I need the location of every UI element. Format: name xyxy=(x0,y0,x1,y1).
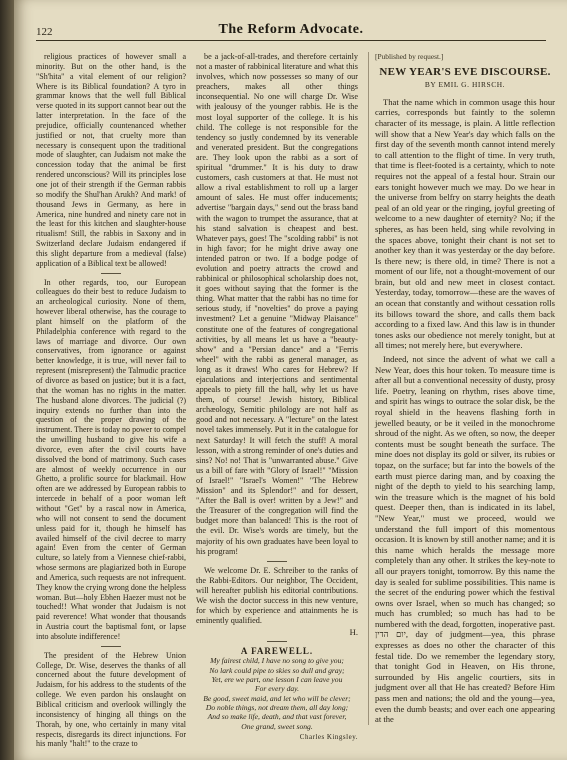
section-divider xyxy=(101,273,121,274)
section-divider xyxy=(267,641,287,642)
poem xyxy=(196,656,358,742)
binding-gutter xyxy=(0,0,14,760)
running-title: The Reform Advocate. xyxy=(218,22,364,37)
poem-line: Yet, ere we part, one lesson I can leave you xyxy=(211,675,343,685)
poem-line: No lark could pipe to skies so dull and gray; xyxy=(209,665,345,675)
paragraph: We welcome Dr. E. Schreiber to the ranks of the Rabbi-Editors. Our neighbor, The Occident, will hereafter publish his editorial contributions. We wish the doctor success in this new venture, for which by experience and attainments he is eminently qualified. xyxy=(196,565,358,626)
poem-line: Be good, sweet maid, and let who will be clever; xyxy=(203,693,351,703)
paragraph: be a jack-of-all-trades, and therefore certainly not a master of rabbinical literature and what this involves, which now possesses so many of our preachers, makes all other things inconsequential. No one will charge Dr. Wise with jealousy of the younger rabbis. He is the most loyal supporter of the college. It is his child. The college is not responsible for the tendency so justly condemned by its venerable and venerated president. But the congregations are. They look upon the rabbi as a sort of spiritual "drummer." It is his duty to draw customers, cash customers at that. He must not allow a rival establishment to roll up a larger amount of sales. He must offer inducements; advertise "bargain days," send out the brass band with the wagon to trumpet the assurance, that at his stand salvation is cheapest and best. Whatever pays, goes! The "scolding rabbi" is not in high favor; for he might drive away one intended patron or two. If a bodge podge of evolution and poetry attracts the crowd and rabbinical or philosophical scholarship does not, it goes without saying that the former is the thing. What matter that the rabbi has no time for serious study, if "novelties" do prove a paying investment? Let a genuine "Midway Plaisance" constitute one of the features of congregational activities, by all means let us have a "beauty-show" and a "Persian dance" and a "Ferris wheel" with the rabbi as general manager, as long as it draws! Who cares for Hebrew? If ejaculations and interjections and sentimental appeals to piety fill the hall, why let us have them, of course! Jewish history, Biblical archæology, Semitic philology are not half as good and not necessary. A "lecture" on the latest novel takes immensely. Put it in the catalogue for next Saturday! It will fetch the stuff! A moral lesson, with a strong reminder of one's duties and sins? No! no! That is "unwarranted abuse." Give us a bill of fare with "Glory of Israel!" "Mission of Israel!" "Israel's Women!" "The Hebrew Mission" and its Splendor!" and for dessert, "After the Ball is over! written by a Jew!" and the Treasurer of the congregation will find the budget more than balanced! This is the root of the evil. Dr. Wise's words are timely, but the majority of his own graduates have been loyal to his program! xyxy=(196,52,358,556)
page-number: 122 xyxy=(36,26,53,38)
column-middle xyxy=(196,52,358,742)
poem-author: Charles Kingsley. xyxy=(299,732,358,741)
paragraph: Indeed, not since the advent of what we call a New Year, does this hour token. To measure time is after all but a conventional necessity of dusty, prosy life. Poetry, leaning on rhythm, rises above time, and spirit has wings to outrace the solar disk, be the royal shield in the heavens flashing forth in jewelled beauty, or be it veiled in the monochrome shroud of the night. As we often, so now, the deeper contents must be sought beneath the surface. The mine does not display its gold or silver, its rubies or topaz, on the surface; but far into the bowels of the earth must pierce daring man, and by coaxing the night of the depth to yield to his searching lamp, win the treasure which is the magnet of his bold quest. Deeper then, than is indicated in its label, "New Year," must we proceed, would we understand the full import of this momentous occasion. It is known by still another name; and it is this name which heralds the message more completely than any other. It strikes the key-note to all our prayers tonight, tomorrow. By this name the day is sealed for sublime possibilities. This name is the secret of the enduring power which the festival owns over Israel, when so much has changed; so much has crumbled; so much has had to be numbered with the dead, forgotten, inoperative past. יום הדין, day of judgment—yea, this phrase expresses as does no other the character of this festal tide. Do we remember the legendary story, that tonight God in Heaven, on His throne, surrounded by His angelic courtiers, sits in judgment over all that He has created? Before Him pass men and nations; the old and the young—yea, even the dumb beasts; and over each one appearing at the xyxy=(375,354,556,725)
poem-line: Do noble things, not dream them, all day long; xyxy=(205,702,349,712)
poem-title: A FAREWELL. xyxy=(240,646,314,657)
poem-line: For every day. xyxy=(254,684,300,694)
section-divider xyxy=(267,561,287,562)
paragraph: religious practices of however small a minority. But on the other hand, is the "Sh'hita" a vital element of our religion? Where is its Biblical foundation? A tyro in grammar knows that the well full Biblical verse quoted in its support cannot bear out the latter interpretation. In the face of the prejudice, officially countenanced whether justified or not, that cruelty more than necessary is consequent upon the traditional mode of slaughter, can Judaism not make the concession today that the animal be first rendered unconscious? Will its principles lose one jot of their strength if the German rabbis so modify the Shul'han Arukh? And mark! of thousand Jews in Germany, as here in America, nine hundred and ninety care not in the least for this kitchen and slaughter-house ritualism! Still, the rabbis in Saxony and in Switzerland declare Judaism endangered if this slight departure from a medieval (false) application of a Biblical text be allowed! xyxy=(36,52,186,268)
page-header xyxy=(36,20,546,41)
article-title: NEW YEAR'S EVE DISCOURSE. xyxy=(379,65,551,78)
article-author: BY EMIL G. HIRSCH. xyxy=(424,80,506,90)
paragraph: The president of the Hebrew Union College, Dr. Wise, deserves the thanks of all concerned about the future development of Judaism, for his address to the students of the college. We even pardon his onslaught on Biblical criticism and overlook willingly the inconsistency of hinging all things on the Thorah, by one, who certainly in many vital respects, disregards its direct injunctions. For his manly "halt!" to the craze to xyxy=(36,650,186,749)
paragraph: In other regards, too, our European colleagues do their best to reduce Judaism to an archeological curiosity. None of them, however liberal otherwise, has the courage to plant himself on the platform of the Philadelphia conference with regard to the laws of marriage and divorce. Our own conservatives, from ignorance or against better knowledge, it is true, will never fail to represent (misrepresent) the Talmudic practice of divorce as based on justice; but it is a fact, that the woman has no rights in the matter. The husband alone divorces. The judicial (?) inquiry extends no further than into the question of the proper drawing of the instrument. There is today no power to compel the unwilling husband to give his wife a divorce, even after the civil courts have dissolved the bond of matrimony. Such cases are almost of weekly occurrence in our Ghetto, a prolific source for blackmail. How often are we addressed by European rabbis to intercede in behalf of a poor woman left without "Get" by a rascal now in America, who will not consent to send the document unless paid for it, though he himself has availed himself of the civil decree to marry again! Even from the center of German culture, so lately from a Viennese chief-rabbi, whose sermons are plagiarized both in Europe and America, such requests are not infrequent. They know the crying wrong done the helpless woman. But—holy Ebhen Haezer must not be touched!! What wonder that Judaism is not paid reverence! What wonder that thousands in Austria court the baptismal font, or lapse into absolute indifference! xyxy=(36,277,186,641)
publication-note: [Published by request.] xyxy=(375,52,444,61)
paragraph: That the name which in common usage this hour carries, corresponds but faintly to the solemn character of its message, is plain. A little reflection will show that a New Year's day which falls on the first day of the seventh month cannot intend merely to call attention to the flight of time. In very truth, that time is fleet-footed is a certainty, which to note requires not the appeal of a festal hour. Strain our ears tonight however much we may. Do we hear in the universe from belfry on starry heights the death peal of an old year or the ringing, joyful greeting of welcome to a new daughter of eternity? No; if the spheres, as has been held, sing while revolving in the spaces above, tonight their chant is not set to another key than it was yesterday or the day before. Is there new; is there old, in time? There is not a moment of our life, not a thought-movement of our brain, but old and new meet in closest contact. Yesterday, today, tomorrow—these are the waves of an ocean that constantly and without cessation rolls its billows toward the shore, and calls them back according to a fixed law. And this law is in thunder tones asks our obedience not merely tonight, but at all times; not merely here, but everywhere. xyxy=(375,96,555,351)
column-left xyxy=(36,52,186,749)
poem-line: One grand, sweet song. xyxy=(241,721,313,731)
editor-signature: H. xyxy=(349,627,358,638)
section-divider xyxy=(101,646,121,647)
poem-line: And so make life, death, and that vast forever, xyxy=(207,712,347,722)
poem-line: My fairest child, I have no song to give you; xyxy=(210,656,344,666)
column-right xyxy=(368,52,555,725)
